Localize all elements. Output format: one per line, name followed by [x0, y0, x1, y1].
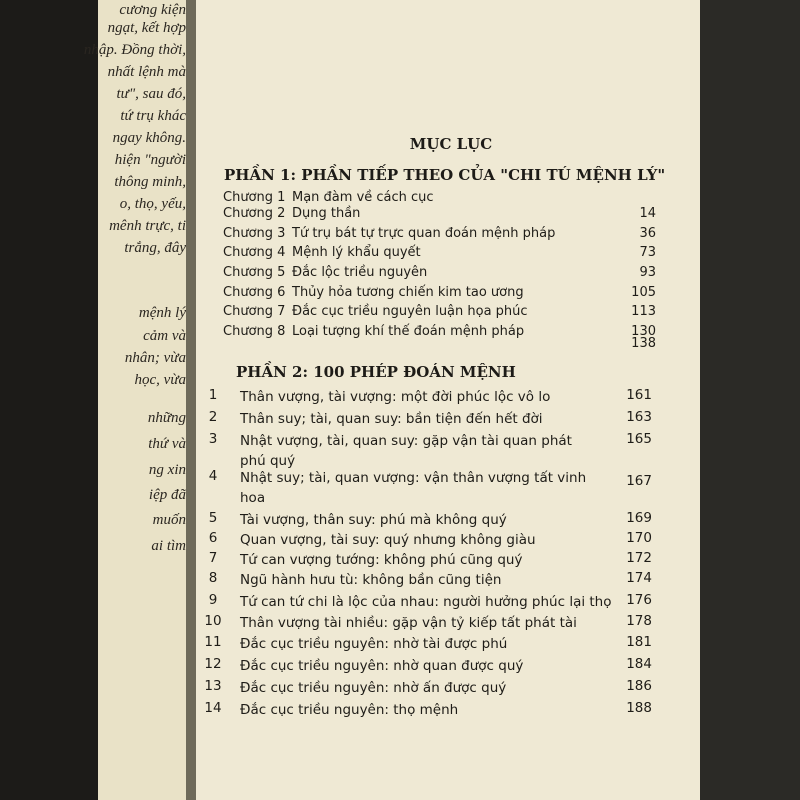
left-page-line: muốn — [152, 512, 186, 528]
chapter-label: Chương 5 — [223, 265, 286, 280]
left-page-line: cương kiện — [119, 2, 186, 18]
item-title: Đắc cục triều nguyên: nhờ tài được phú — [240, 636, 508, 652]
chapter-label: Chương 2 — [223, 206, 286, 221]
left-page-line: tư", sau đó, — [116, 86, 186, 102]
item-page: 188 — [626, 700, 652, 716]
item-number: 10 — [204, 613, 222, 629]
part2-heading: PHẦN 2: 100 PHÉP ĐOÁN MỆNH — [236, 363, 516, 381]
item-title: Nhật vượng, tài, quan suy: gặp vận tài quan phát phú quý — [240, 433, 572, 469]
left-page-line: hiện "người — [114, 152, 186, 168]
item-title: Ngũ hành hưu tù: không bần cũng tiện — [240, 572, 502, 588]
chapter-label: Chương 6 — [223, 285, 286, 300]
toc-item-row — [196, 634, 652, 654]
left-page-line: ngạt, kết hợp — [107, 20, 186, 36]
chapter-row — [196, 285, 656, 305]
item-number: 12 — [204, 656, 222, 672]
left-page-line: ng xin — [148, 462, 186, 478]
item-title: Thân vượng tài nhiều: gặp vận tỷ kiếp tất phát tài — [240, 615, 577, 631]
item-title: Quan vượng, tài suy: quý nhưng không giàu — [240, 532, 536, 548]
item-page: 167 — [626, 473, 652, 489]
toc-item-row — [196, 656, 652, 676]
left-page-line: thông minh, — [114, 174, 186, 190]
chapter-title: Thủy hỏa tương chiến kim tao ương — [292, 285, 524, 300]
chapter-row — [196, 226, 656, 246]
chapter-page: 105 — [631, 285, 656, 300]
item-page: 163 — [626, 409, 652, 425]
item-page: 165 — [626, 431, 652, 447]
item-number: 14 — [204, 700, 222, 716]
left-page-line: nhất lệnh mà — [107, 64, 186, 80]
toc-item-row — [196, 530, 652, 550]
item-number: 4 — [208, 468, 218, 484]
toc-item-row — [196, 678, 652, 698]
chapter-title: Dụng thần — [292, 206, 361, 221]
toc-item-row — [196, 431, 652, 471]
item-page: 181 — [626, 634, 652, 650]
item-page: 161 — [626, 387, 652, 403]
item-title: Tứ can vượng tướng: không phú cũng quý — [240, 552, 523, 568]
chapter-row — [196, 304, 656, 324]
chapter-label: Chương 1 — [223, 190, 286, 205]
left-page-line: học, vừa — [134, 372, 186, 388]
item-page: 169 — [626, 510, 652, 526]
toc-item-row — [196, 700, 652, 720]
chapter-page: 73 — [639, 245, 656, 260]
item-number: 8 — [208, 570, 218, 586]
toc-item-row — [196, 570, 652, 590]
item-title: Thân suy; tài, quan suy: bần tiện đến hết đời — [240, 411, 543, 427]
chapter-page: 36 — [639, 226, 656, 241]
chapter-title: Đắc cục triều nguyên luận họa phúc — [292, 304, 528, 319]
toc-page — [196, 0, 700, 800]
item-number: 11 — [204, 634, 222, 650]
chapter-page: 130 — [631, 324, 656, 339]
left-page-line: nhập. Đồng thời, — [83, 42, 186, 58]
toc-item-row — [196, 550, 652, 570]
left-page-line: thứ và — [148, 436, 186, 452]
item-page: 176 — [626, 592, 652, 608]
left-page-line: trắng, đây — [124, 240, 186, 256]
item-title: Đắc cục triều nguyên: thọ mệnh — [240, 702, 459, 718]
item-number: 3 — [208, 431, 218, 447]
item-number: 13 — [204, 678, 222, 694]
item-page: 178 — [626, 613, 652, 629]
chapter-title: Mệnh lý khẩu quyết — [292, 245, 421, 260]
chapter-title: Đắc lộc triều nguyên — [292, 265, 428, 280]
left-page-line: những — [147, 410, 186, 426]
item-page: 184 — [626, 656, 652, 672]
item-number: 5 — [208, 510, 218, 526]
chapter-row — [196, 245, 656, 265]
toc-item-row — [196, 387, 652, 407]
toc-title: MỤC LỤC — [409, 135, 493, 153]
toc-item-row — [196, 592, 652, 612]
left-page-line: nhân; vừa — [124, 350, 186, 366]
chapter-page: 14 — [639, 206, 656, 221]
item-number: 9 — [208, 592, 218, 608]
item-title: Tứ can tứ chi là lộc của nhau: người hưởng phúc lại thọ — [240, 594, 612, 610]
toc-item-row — [196, 613, 652, 633]
part1-heading: PHẦN 1: PHẦN TIẾP THEO CỦA "CHI TÚ MỆNH LÝ" — [224, 166, 666, 184]
item-number: 2 — [208, 409, 218, 425]
chapter-label: Chương 8 — [223, 324, 286, 339]
left-page-line: ngay không. — [112, 130, 186, 146]
toc-item-row — [196, 468, 652, 508]
left-page-line: cảm và — [143, 328, 186, 344]
chapter-row — [196, 336, 656, 356]
chapter-label: Chương 3 — [223, 226, 286, 241]
item-title: Thân vượng, tài vượng: một đời phúc lộc vô lo — [240, 389, 551, 405]
left-page-line: mênh trực, ti — [109, 218, 186, 234]
item-number: 1 — [208, 387, 218, 403]
left-page-line: tứ trụ khác — [120, 108, 186, 124]
toc-item-row — [196, 409, 652, 429]
left-page-line: iệp đã — [148, 487, 186, 503]
chapter-title: Tứ trụ bát tự trực quan đoán mệnh pháp — [292, 226, 556, 241]
chapter-label: Chương 7 — [223, 304, 286, 319]
item-page: 172 — [626, 550, 652, 566]
chapter-page: 93 — [639, 265, 656, 280]
item-page: 170 — [626, 530, 652, 546]
left-page-line: ai tìm — [151, 538, 186, 554]
left-page-line: mệnh lý — [138, 305, 186, 321]
toc-item-row — [196, 510, 652, 530]
chapter-row — [196, 265, 656, 285]
item-number: 6 — [208, 530, 218, 546]
left-page-line: o, thọ, yếu, — [119, 196, 186, 212]
item-title: Nhật suy; tài, quan vượng: vận thân vượng tất vinh hoa — [240, 470, 587, 506]
item-title: Đắc cục triều nguyên: nhờ quan được quý — [240, 658, 524, 674]
chapter-label: Chương 4 — [223, 245, 286, 260]
item-title: Tài vượng, thân suy: phú mà không quý — [240, 512, 507, 528]
chapter-title: Mạn đàm về cách cục — [292, 190, 434, 205]
chapter-title: Loại tượng khí thế đoán mệnh pháp — [292, 324, 525, 339]
item-page: 186 — [626, 678, 652, 694]
chapter-page: 138 — [631, 336, 656, 351]
item-page: 174 — [626, 570, 652, 586]
left-page — [83, 0, 190, 800]
chapter-page: 113 — [631, 304, 656, 319]
item-number: 7 — [208, 550, 218, 566]
chapter-row — [196, 206, 656, 226]
dark-background-right — [700, 0, 800, 800]
item-title: Đắc cục triều nguyên: nhờ ấn được quý — [240, 680, 507, 696]
